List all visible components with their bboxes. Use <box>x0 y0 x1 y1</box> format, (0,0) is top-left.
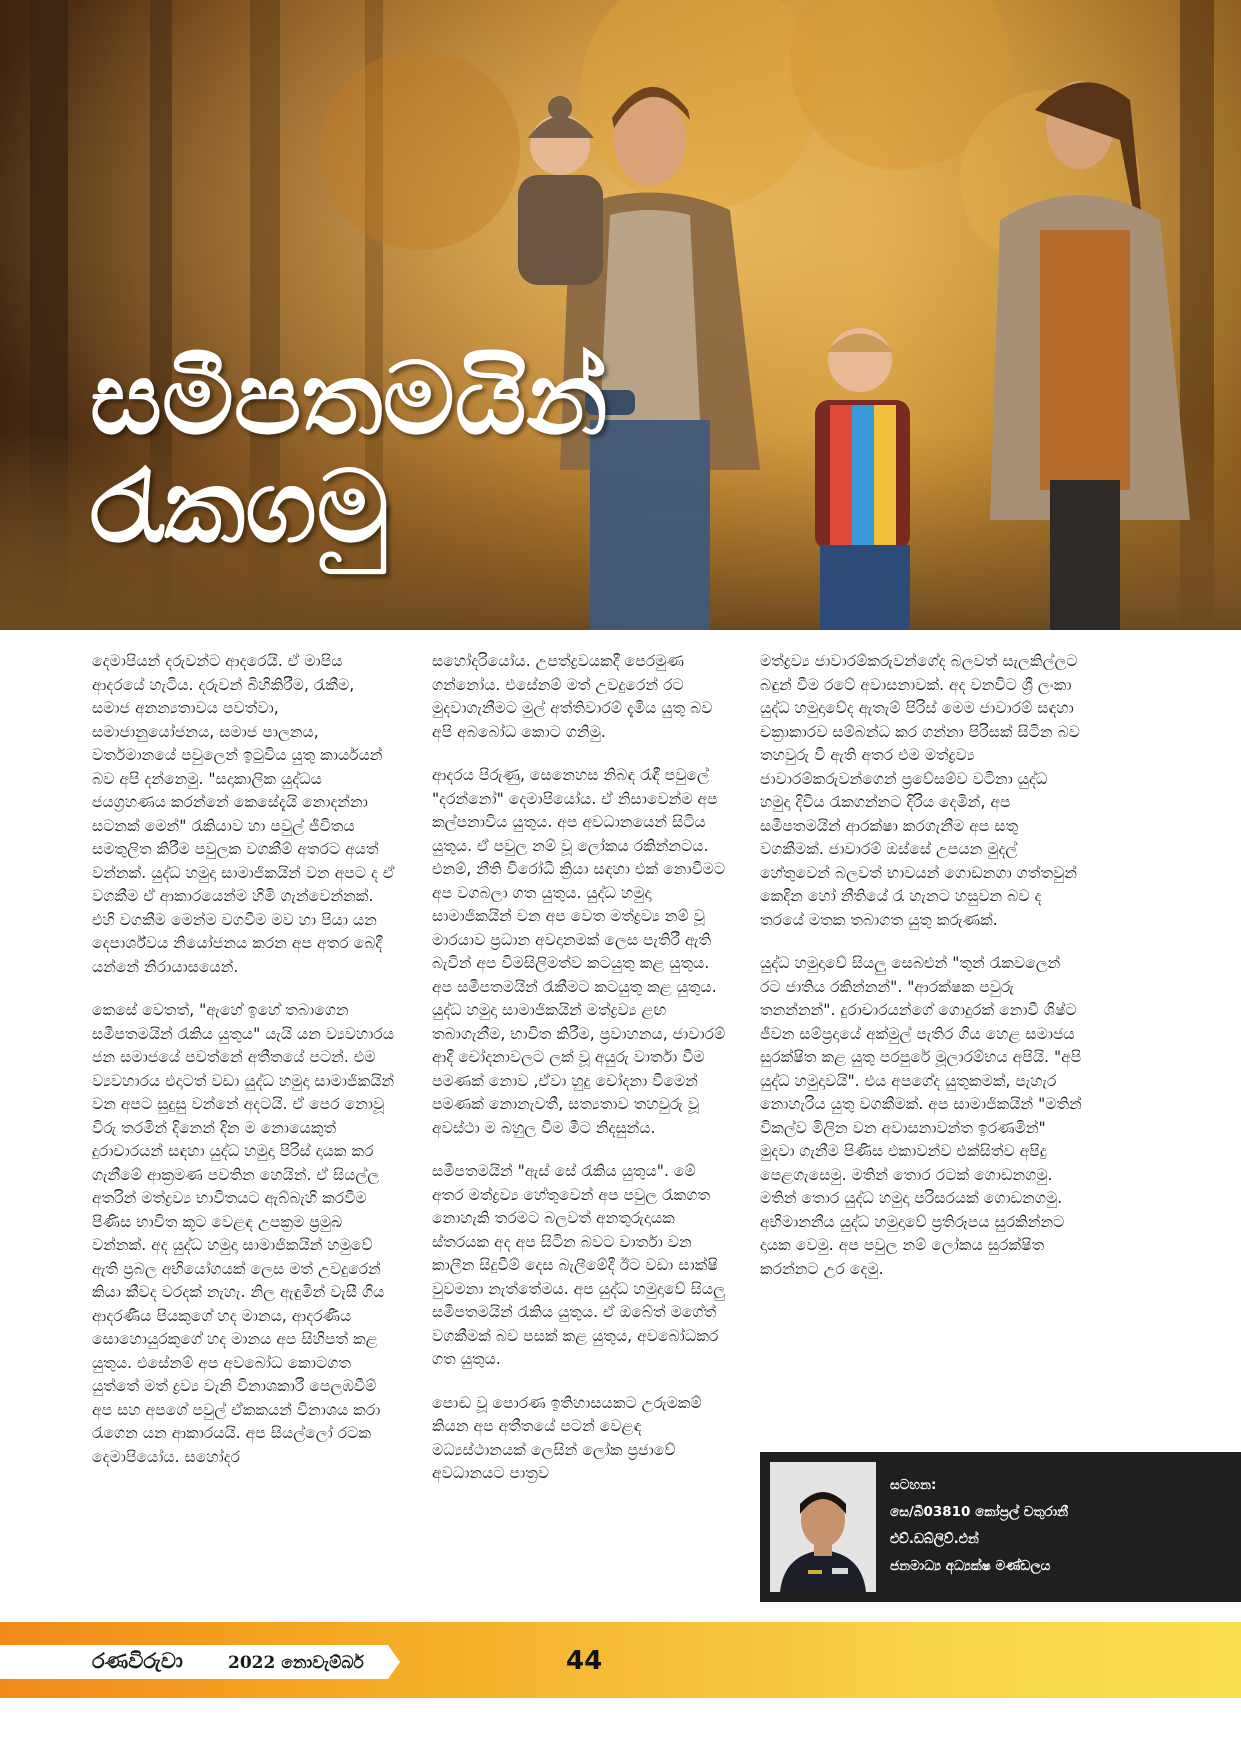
article-headline <box>90 340 608 565</box>
paragraph: දෙමාපියන් දරුවන්ට ආදරෙයි. ඒ මාපිය ආදරයේ හැටිය. දරුවන් බිහිකිරීම, රැකීම, සමාජ අනන්‍යතාවය පවත්වා, සමාජානුයෝජනය, සමාජ පාලනය, වර්තමානයේ පවුලෙන් ඉටුවිය යුතු කාර්යයන් බව අපි දන්නෙමු. "සදාකාලික යුද්ධය ජයග්‍රහණය කරන්නේ කෙසේදැයි නොදන්නා සටනක් මෙන්" රැකියාව හා පවුල් ජීවිතය සමතුලිත කිරීම පවුලක වගකීම් අතරට අයත් වන්නක්. යුද්ධ හමුදා සාමාජිකයින් වන අපට ද ඒ වගකීම ඒ ආකාරයෙන්ම හිමි ගැන්වෙන්නක්. එහි වගකීම මෙන්ම වගවීම මව හා පියා යන දෙපාර්ශ්වය නියෝජනය කරන අප අතර බෙදී යන්නේ නිරායාසයෙන්. <box>92 652 395 976</box>
author-unit: එච්.ඩබ්ලිව්.එන් <box>890 1531 979 1547</box>
article-column-1 <box>92 650 397 1489</box>
hero-photo <box>0 0 1241 630</box>
issue-date: 2022 නොවැම්බර් <box>228 1653 364 1673</box>
paragraph: සමීපතමයින් "ඇස් සේ රැකිය යුතුය". මේ අතර මත්ද්‍රව්‍ය හේතුවෙන් අප පවුල රැකගත නොහැකි තරමට බලවත් අනතුරුදායක ස්තරයක අද අප සිටින බවට වාර්තා වන කාලීන සිදුවීම් දෙස බැලීමේදී ඊට වඩා සාක්ෂි වුවමනා නැත්තේමය. අප යුද්ධ හමුදාවේ සියලු සමීපතමයින් රැකිය යුතුය. ඒ ඔබේත් මගේත් වගකීමක් බව පසක් කළ යුතුය, අවබෝධකර ගත යුතුය. <box>432 1162 725 1368</box>
paragraph: යුද්ධ හමුදාවේ සියලු සෙබළුන් "තුන් රැකවලෙන් රට ජාතිය රකින්නන්". "ආරක්ෂක පවුරු තනන්නන්". දුරාචාරයන්ගේ ගොදුරක් නොවී ශිෂ්ට ජීවන සම්ප්‍රදායේ අක්මුල් පැතිර ගිය හෙළ සමාජය සුරක්ෂිත කළ යුතු පරපුරේ මූලාරම්භය අපියි. "අපි යුද්ධ හමුදාවයි". එය අපගේද යුතුකමක්, පැහැර නොහැරිය යුතු වගකීමක්. අප සාමාජිකයින් "මතින් විකල්ව මිලින වන අවාසනාවන්ත ඉරණමින්" මුදවා ගැනීම පිණිස එකාවන්ව එක්සිත්ව අපිදු පෙළගැසෙමු. මතින් තොර රටක් ගොඩනගමු. මතින් තොර යුද්ධ හමුදා පරිසරයක් ගොඩනගමු. අභිමානනීය යුද්ධ හමුදාවේ ප්‍රතිරූපය සුරකින්නට දායක වෙමු. අප පවුල නම් ලෝකය සුරක්ෂිත කරන්නට උර දෙමු. <box>760 954 1082 1278</box>
author-box <box>760 1452 1241 1602</box>
paragraph: මත්ද්‍රව්‍ය ජාවාරම්කරුවන්ගේද බලවත් සැලකිල්ලට බඳුන් වීම රටේ අවාසනාවක්. අද වනවිට ශ්‍රී ලංකා යුද්ධ හමුදාවේද ඇතැම් පිරිස් මෙම ජාවාරම් සඳහා චක්‍රාකාරව සම්බන්ධ කර ගන්නා පිරිසක් සිටින බව තහවුරු වී ඇති අතර එම මත්ද්‍රව්‍ය ජාවාරම්කරුවන්ගෙන් ප්‍රවේසම්ව වටිනා යුද්ධ හමුදා දිවිය රැකගන්නට දිරිය දෙමින්, අප සමීපතමයින් ආරක්ෂා කරගැනීම අප සතු වගකීමක්. ජාවාරම් ඔස්සේ උපයන මුදල් හේතුවෙන් බලවත් භාවයන් ගොඩනගා ගත්තවුන් කෙදින හෝ නීතියේ රැ හැනට හසුවන බව ද තරයේ මතක තබාගත යුතු කරුණක්. <box>760 652 1080 929</box>
magazine-brand: රණවිරුවා <box>92 1649 183 1673</box>
paragraph: ආදරය පිරුණු, සෙනෙහස නිබඳ රැඳී පවුලේ "දරන්නෝ" දෙමාපියෝය. ඒ නිසාවෙන්ම අප කල්පනාවිය යුතුය. අප අවධානයෙන් සිටිය යුතුය. ඒ පවුල නම් වූ ලෝකය රකින්නටය. එනම්, නීති විරෝධී ක්‍රියා සඳහා එක් නොවීමට අප වගබලා ගත යුතුය. යුද්ධ හමුදා සාමාජිකයින් වන අප වෙත මත්ද්‍රව්‍ය නම් වූ මාරයාව ප්‍රධාන අවදානමක් ලෙස පැතිරී ඇති බැවින් අප විමසිලිමත්ව කටයුතු කළ යුතුය. අප සමීපතමයින් රැකීමට කටයුතු කළ යුතුය. යුද්ධ හමුදා සාමාජිකයින් මත්ද්‍රව්‍ය ළඟ තබාගැනීම, භාවිත කිරීම, ප්‍රවාහනය, ජාවාරම් ආදී චෝදනාවලට ලක් වූ අයුරු වාර්තා වීම පමණක් නොව ,ඒවා හුදු චෝදනා වීමෙන් පමණක් නොනැවතී, සත්‍යතාව තහවුරු වූ අවස්ථා ම බහුල වීම මීට නිදසුන්ය. <box>432 766 726 1137</box>
author-photo <box>770 1462 876 1592</box>
author-portrait <box>770 1462 876 1592</box>
note-label: සටහන: <box>890 1477 937 1493</box>
author-credit <box>890 1472 1068 1580</box>
headline-line-2: රැකගමු <box>90 448 389 565</box>
article-column-2 <box>432 650 732 1506</box>
page-number: 44 <box>566 1646 603 1676</box>
author-name: සෙ/බී03810 කෝප්‍රල් චතුරානී <box>890 1504 1069 1520</box>
headline-line-1: සමීපතමයින් <box>90 340 608 457</box>
page-footer <box>0 1622 1241 1698</box>
paragraph: සහෝදරියෝය. උපත්ද්‍රවයකදී පෙරමුණ ගන්නෝය. එසේනම් මත් උවදුරෙන් රට මුදවාගැනීමට මුල් අත්තිවාරම් දැමිය යුතු බව අපි අබබෝධ කොට ගනිමු. <box>432 652 713 741</box>
author-department: ජනමාධ්‍ය අධ්‍යක්ෂ මණ්ඩලය <box>890 1558 1051 1574</box>
article-column-3 <box>760 650 1082 1301</box>
paragraph: පොඬ වූ පොරණ ඉතිහාසයකට උරුමකම් කියන අප අතීතයේ පටන් වෙළඳ මධ්‍යස්ථානයක් ලෙසින් ලෝක ප්‍රජාවේ අවධානයට පාත්‍රව <box>432 1393 702 1482</box>
paragraph: කෙසේ වෙතත්, "ඇහේ ඉහේ තබාගෙන සමීපතමයින් රැකිය යුතුය" යැයි යන ව්‍යවහාරය ජන සමාජයේ පවත්නේ අතීතයේ පටන්. එම ව්‍යවහාරය එදාටත් වඩා යුද්ධ හමුදා සාමාජිකයින් වන අපට සුදුසු වන්නේ අදටයි. ඒ පෙර නොවූ විරු තරමින් දිනෙන් දින ම නොයෙකුත් දුරාචාරයන් සඳහා යුද්ධ හමුදා පිරිස් දායක කර ගැනීමේ ආක්‍රමණ පවතින හෙයින්. ඒ සියල්ල අතරින් මත්ද්‍රව්‍ය භාවිතයට ඇබ්බැහි කරවීම පිණිස භාවිත කූට වෙළඳ උපක්‍රම ප්‍රමුඛ වන්නක්. අද යුද්ධ හමුදා සාමාජිකයින් හමුවේ ඇති ප්‍රබල අභියෝගයක් ලෙස මත් උවදුරෙන් කියා කීවද වරදක් නැහැ. නිල ඇඳුමින් වැසී ගිය ආදරණීය පියකුගේ හද මානය, ආදරණීය සොහොයුරකුගේ හද මානය අප සිහිපත් කළ යුතුය. එසේනම් අප අවබෝධ කොටගත යුත්තේ මත් ද්‍රව්‍ය වැනි විනාශකාරී පෙලඹවීම් අප සහ අපගේ පවුල් ඒකකයන් විනාශය කරා රැගෙන යන ආකාරයයි. අප සියල්ලෝ රටක දෙමාපියෝය. සහෝදර <box>92 1001 395 1466</box>
